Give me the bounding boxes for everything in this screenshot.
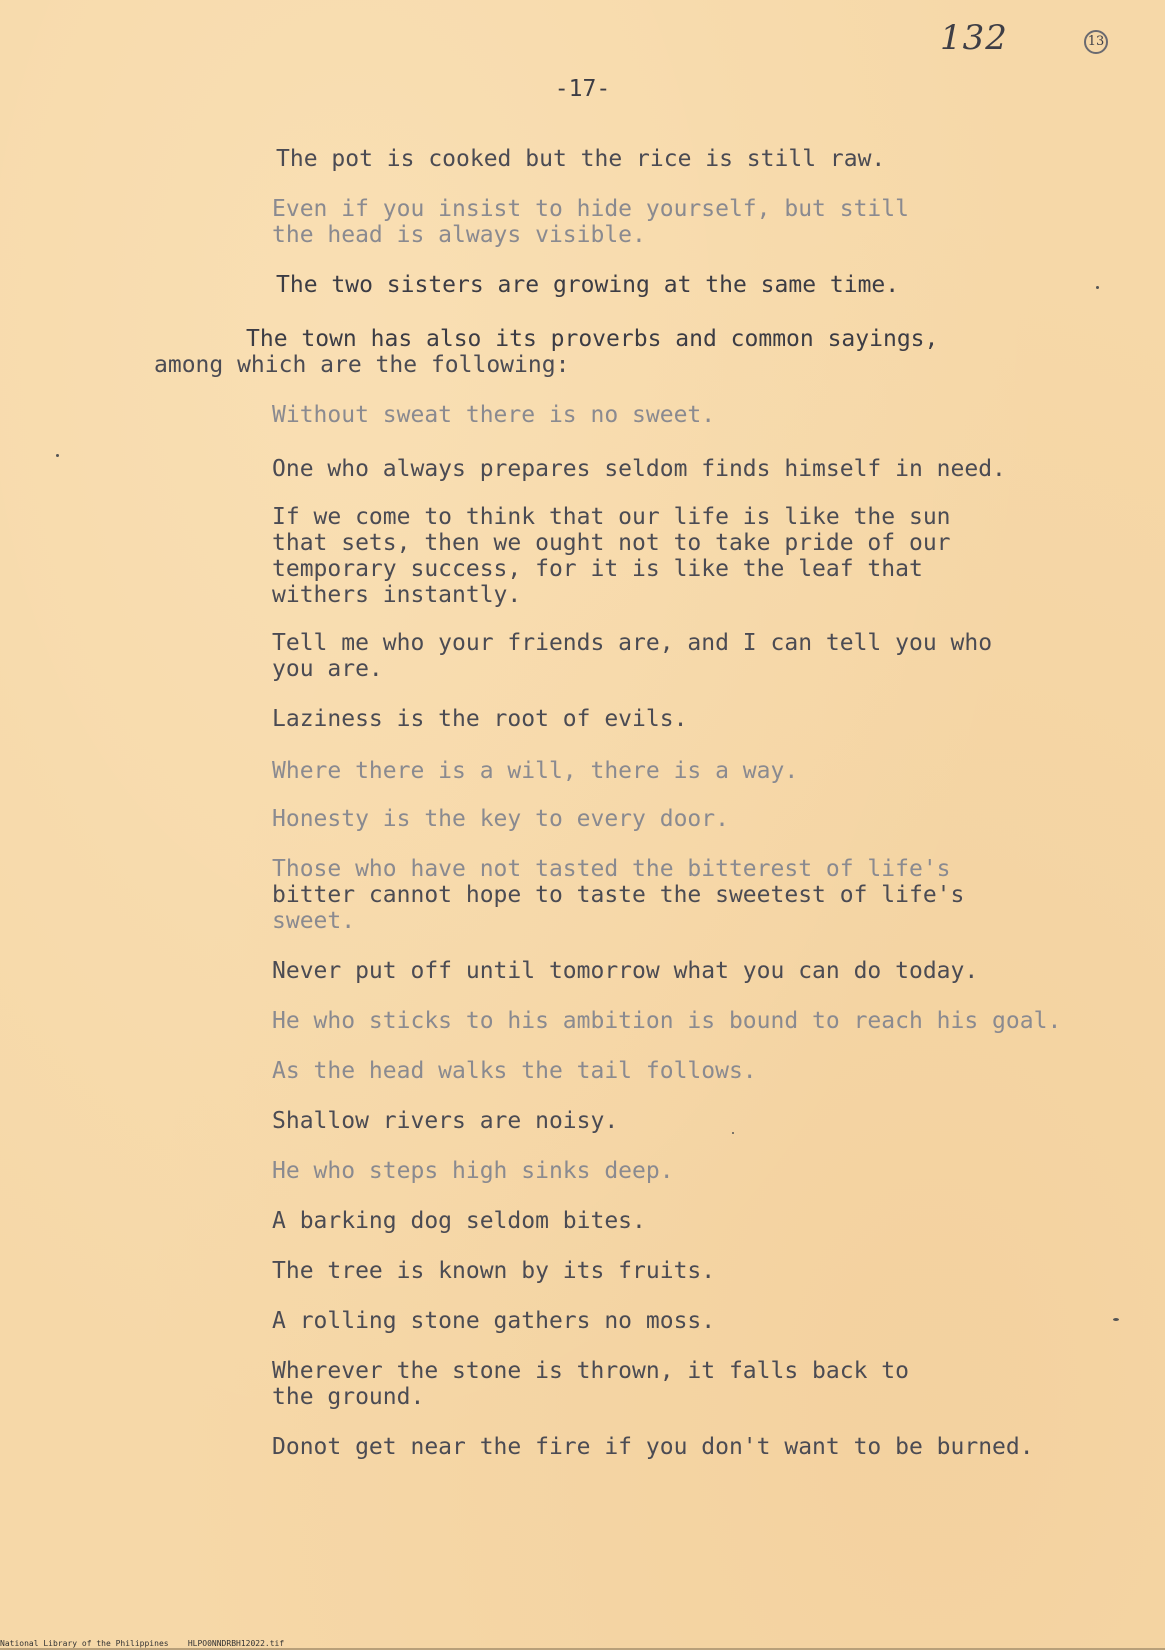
archive-page-number: 132 (940, 18, 1008, 58)
page-number: -17- (554, 76, 611, 102)
proverb-line: Wherever the stone is thrown, it falls back to (272, 1358, 909, 1384)
paper-speck (1096, 286, 1099, 289)
proverb-line: Shallow rivers are noisy. (272, 1108, 619, 1134)
proverb-line: Honesty is the key to every door. (272, 806, 729, 832)
proverb-line: The tree is known by its fruits. (272, 1258, 716, 1284)
paper-speck (1113, 1318, 1119, 1321)
proverb-line: Those who have not tasted the bitterest of life's (272, 856, 951, 882)
proverb-line: Even if you insist to hide yourself, but still (272, 196, 909, 222)
proverb-line: temporary success, for it is like the leaf that (272, 556, 923, 582)
proverb-line: As the head walks the tail follows. (272, 1058, 757, 1084)
proverb-line: you are. (272, 656, 383, 682)
proverb-line: Without sweat there is no sweet. (272, 402, 716, 428)
paper-speck (732, 1132, 734, 1134)
proverb-line: Where there is a will, there is a way. (272, 758, 799, 784)
proverb-line: A rolling stone gathers no moss. (272, 1308, 716, 1334)
proverb-line: He who sticks to his ambition is bound to reach his goal. (272, 1008, 1062, 1034)
paper-speck (56, 454, 59, 457)
proverb-line: sweet. (272, 908, 356, 934)
proverb-line: Never put off until tomorrow what you can do today. (272, 958, 979, 984)
proverb-line: withers instantly. (272, 582, 522, 608)
proverb-line: Donot get near the fire if you don't want to be burned. (272, 1434, 1034, 1460)
paragraph-line: among which are the following: (154, 352, 570, 378)
paragraph-line: The town has also its proverbs and common sayings, (246, 326, 939, 352)
proverb-line: bitter cannot hope to taste the sweetest of life's (272, 882, 965, 908)
proverb-line: He who steps high sinks deep. (272, 1158, 674, 1184)
proverb-line: that sets, then we ought not to take pride of our (272, 530, 951, 556)
scan-footer: National Library of the Philippines HLPO0NNDRBH12022.tif (0, 1639, 285, 1648)
proverb-line: A barking dog seldom bites. (272, 1208, 646, 1234)
proverb-line: The pot is cooked but the rice is still raw. (276, 146, 886, 172)
proverb-line: Tell me who your friends are, and I can tell you who (272, 630, 993, 656)
proverb-line: the head is always visible. (272, 222, 646, 248)
proverb-line: the ground. (272, 1384, 425, 1410)
proverb-line: If we come to think that our life is like the sun (272, 504, 951, 530)
proverb-line: The two sisters are growing at the same time. (276, 272, 900, 298)
circled-mark: 13 (1084, 30, 1108, 54)
proverb-line: Laziness is the root of evils. (272, 706, 688, 732)
proverb-line: One who always prepares seldom finds himself in need. (272, 456, 1006, 482)
